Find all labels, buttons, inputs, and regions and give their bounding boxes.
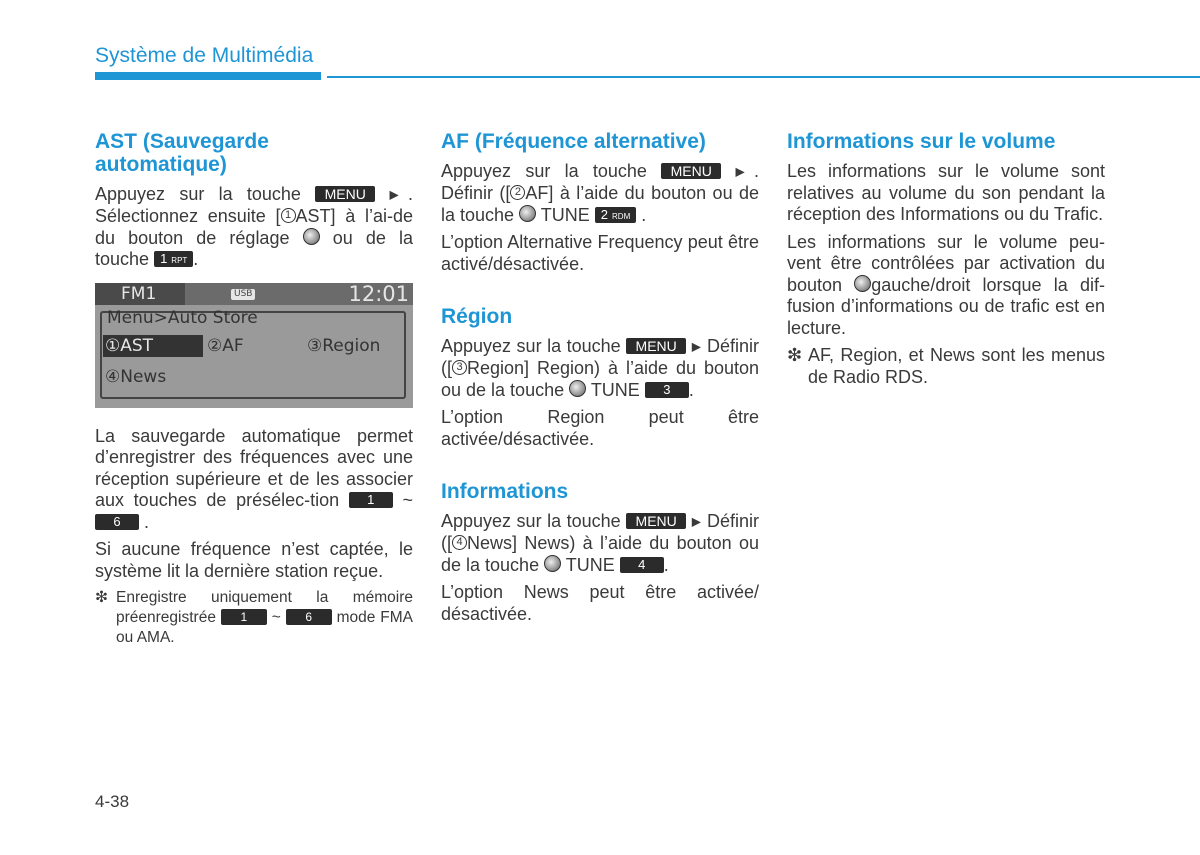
section-title: Système de Multimédia	[95, 44, 314, 67]
tune-knob-icon	[569, 380, 586, 397]
region-paragraph-1: Appuyez sur la touche MENU ▶ Définir ([ 3 Region] Region) à l’aide du bouton ou de la touche TUNE 3 .	[441, 336, 759, 400]
tune-knob-icon	[303, 228, 320, 245]
heading-ast: AST (Sauvegarde automatique)	[95, 130, 269, 176]
display-menu-path: Menu>Auto Store	[107, 307, 258, 328]
preset-key-4: 4	[620, 557, 664, 573]
preset-key-2-rdm: 2 RDM	[595, 207, 636, 223]
page-number: 4-38	[95, 792, 130, 811]
info-paragraph-1: Appuyez sur la touche MENU ▶ Définir ([ 4 News] News) à l’aide du bouton ou de la touche TUNE 4 .	[441, 511, 759, 575]
preset-key-6: 6	[95, 514, 139, 530]
arrow-right-icon: ▶	[389, 187, 408, 202]
menu-key: MENU	[626, 513, 686, 529]
info-paragraph-2: L’option News peut être activée/ désactivée.	[441, 582, 759, 624]
ast-paragraph-1: Appuyez sur la touche MENU ▶. Sélectionnez ensuite [ 1 AST] à l’ai-de du bouton de réglage ou de la touche 1 RPT .	[95, 184, 413, 269]
note-asterisk-icon: ❇	[787, 345, 803, 365]
ast-note: ❇ Enregistre uniquement la mémoire préenregistrée 1 ~ 6 mode FMA ou AMA.	[95, 589, 414, 646]
display-item-news: ④News	[105, 366, 167, 387]
display-item-region: ③Region	[307, 335, 381, 356]
arrow-right-icon: ▶	[691, 514, 702, 529]
volume-paragraph-2: Les informations sur le volume peu-vent être contrôlées par activation du bouton gauche/droit lorsque la dif-fusion d’informations ou de trafic est en lecture.	[787, 231, 1105, 338]
menu-key: MENU	[661, 163, 721, 179]
tune-knob-icon	[544, 555, 561, 572]
display-band: FM1	[95, 283, 185, 305]
display-item-ast: ①AST	[105, 335, 154, 356]
volume-paragraph-1: Les informations sur le volume sont relatives au volume du son pendant la réception des Informations ou du Trafic.	[787, 161, 1105, 224]
circled-number-1: 1	[281, 208, 296, 223]
usb-badge: USB	[231, 289, 255, 300]
header-bar-accent	[95, 72, 321, 80]
circled-number-2: 2	[510, 185, 525, 200]
column-af-region-info	[441, 130, 759, 631]
circled-number-4: 4	[452, 535, 467, 550]
tune-knob-icon	[519, 205, 536, 222]
preset-key-1-rpt: 1 RPT	[154, 251, 193, 267]
note-preset-key-6: 6	[286, 609, 332, 625]
volume-note: ❇ AF, Region, et News sont les menus de Radio RDS.	[787, 345, 1105, 387]
menu-key: MENU	[626, 338, 686, 354]
tune-knob-icon	[854, 275, 871, 292]
note-preset-key-1: 1	[221, 609, 267, 625]
radio-display-screenshot	[95, 283, 413, 408]
header-rule	[327, 76, 1200, 78]
af-paragraph-2: L’option Alternative Frequency peut être activé/désactivée.	[441, 232, 759, 274]
arrow-right-icon: ▶	[691, 339, 702, 354]
heading-af: AF (Fréquence alternative)	[441, 130, 706, 153]
heading-informations: Informations	[441, 480, 569, 503]
ast-paragraph-3: Si aucune fréquence n’est captée, le système lit la dernière station reçue.	[95, 539, 413, 581]
heading-region: Région	[441, 305, 513, 328]
region-paragraph-2: L’option Region peut être activée/désactivée.	[441, 407, 759, 449]
preset-key-1: 1	[349, 492, 393, 508]
column-ast	[95, 130, 413, 654]
column-volume	[787, 130, 1105, 394]
circled-number-3: 3	[452, 360, 467, 375]
heading-volume: Informations sur le volume	[787, 130, 1056, 153]
af-paragraph-1: Appuyez sur la touche MENU ▶. Définir ([ 2 AF] à l’aide du bouton ou de la touche TUNE 2 RDM .	[441, 161, 759, 225]
arrow-right-icon: ▶	[735, 164, 754, 179]
ast-paragraph-2: La sauvegarde automatique permet d’enregistrer des fréquences avec une réception supérieure et de les associer aux touches de présélec-tion 1 ~ 6 .	[95, 425, 413, 532]
display-item-af: ②AF	[207, 335, 244, 356]
display-clock: 12:01	[348, 281, 409, 306]
menu-key: MENU	[315, 186, 375, 202]
note-asterisk-icon: ❇	[95, 589, 108, 606]
preset-key-3: 3	[645, 382, 689, 398]
